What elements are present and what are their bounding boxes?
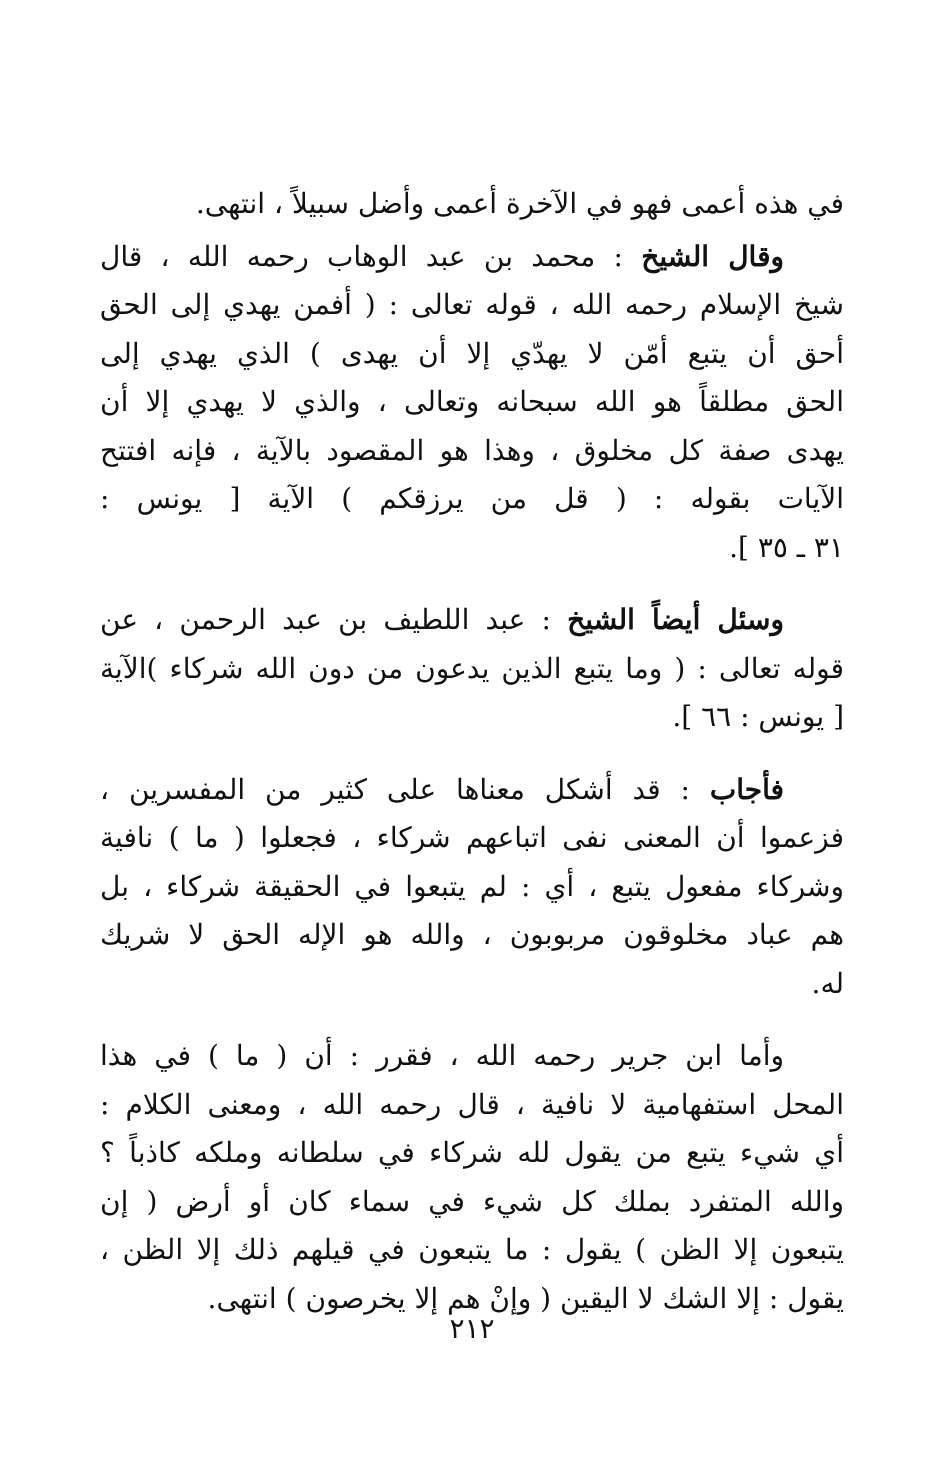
text-line: وشركاء مفعول يتبع ، أي : لم يتبعوا في الحقيقة شركاء ، بل <box>100 869 844 903</box>
text-line: وأما ابن جرير رحمه الله ، فقرر : أن ( ما ) في هذا <box>100 1039 784 1072</box>
text-line: ٣١ ـ ٣٥ ]. <box>729 530 844 564</box>
text-line: قوله تعالى : ( وما يتبع الذين يدعون من دون الله شركاء )الآية <box>100 651 844 685</box>
page-body <box>100 180 844 1323</box>
paragraph-ibn-jarir <box>100 1032 844 1323</box>
text-line: المحل استفهامية لا نافية ، قال رحمه الله ، ومعنى الكلام : <box>100 1087 844 1121</box>
text-run: : محمد بن عبد الوهاب رحمه الله ، قال <box>100 239 642 273</box>
text-line <box>100 233 844 282</box>
text-line: شيخ الإسلام رحمه الله ، قوله تعالى : ( أفمن يهدي إلى الحق <box>100 288 844 321</box>
paragraph-lead: وقال الشيخ <box>641 239 784 273</box>
text-run: : قد أشكل معناها على كثير من المفسرين ، <box>100 772 710 806</box>
text-line: يقول : إلا الشك لا اليقين ( وإنْ هم إلا يخرصون ) انتهى. <box>207 1281 844 1315</box>
text-line: فزعموا أن المعنى نفى اتباعهم شركاء ، فجعلوا ( ما ) نافية <box>100 821 845 854</box>
text-line: هم عباد مخلوقون مربوبون ، والله هو الإله الحق لا شريك <box>100 918 844 951</box>
text-line: له. <box>811 966 844 1000</box>
paragraph-answer <box>100 766 844 1009</box>
text-line: والله المتفرد بملك كل شيء في سماء كان أو أرض ( إن <box>100 1184 844 1218</box>
text-run: : عبد اللطيف بن عبد الرحمن ، عن <box>100 603 568 636</box>
text-line: أي شيء يتبع من يقول لله شركاء في سلطانه وملكه كاذباً ؟ <box>100 1136 844 1169</box>
text-line: في هذه أعمى فهو في الآخرة أعمى وأضل سبيلاً ، انتهى. <box>195 187 844 220</box>
text-line <box>100 596 844 645</box>
text-line: يتبعون إلا الظن ) يقول : ما يتبعون في قيلهم ذلك إلا الظن ، <box>100 1233 844 1266</box>
text-line: أحق أن يتبع أمّن لا يهدّي إلا أن يهدى ) الذي يهدي إلى <box>100 336 844 370</box>
page-number: ٢١٢ <box>449 1312 495 1345</box>
paragraph-continuation <box>100 180 844 229</box>
text-line: الحق مطلقاً هو الله سبحانه وتعالى ، والذي لا يهدي إلا أن <box>100 385 844 418</box>
text-line: يهدى صفة كل مخلوق ، وهذا هو المقصود بالآية ، فإنه افتتح <box>100 433 844 467</box>
text-line: الآيات بقوله : ( قل من يرزقكم ) الآية [ يونس : <box>100 482 844 515</box>
paragraph-lead: وسئل أيضاً الشيخ <box>567 603 784 636</box>
text-line <box>100 766 844 815</box>
paragraph-lead: فأجاب <box>709 772 784 806</box>
text-line: [ يونس : ٦٦ ]. <box>672 700 844 733</box>
paragraph-ibn-abdulwahhab <box>100 233 844 573</box>
paragraph-question <box>100 596 844 742</box>
